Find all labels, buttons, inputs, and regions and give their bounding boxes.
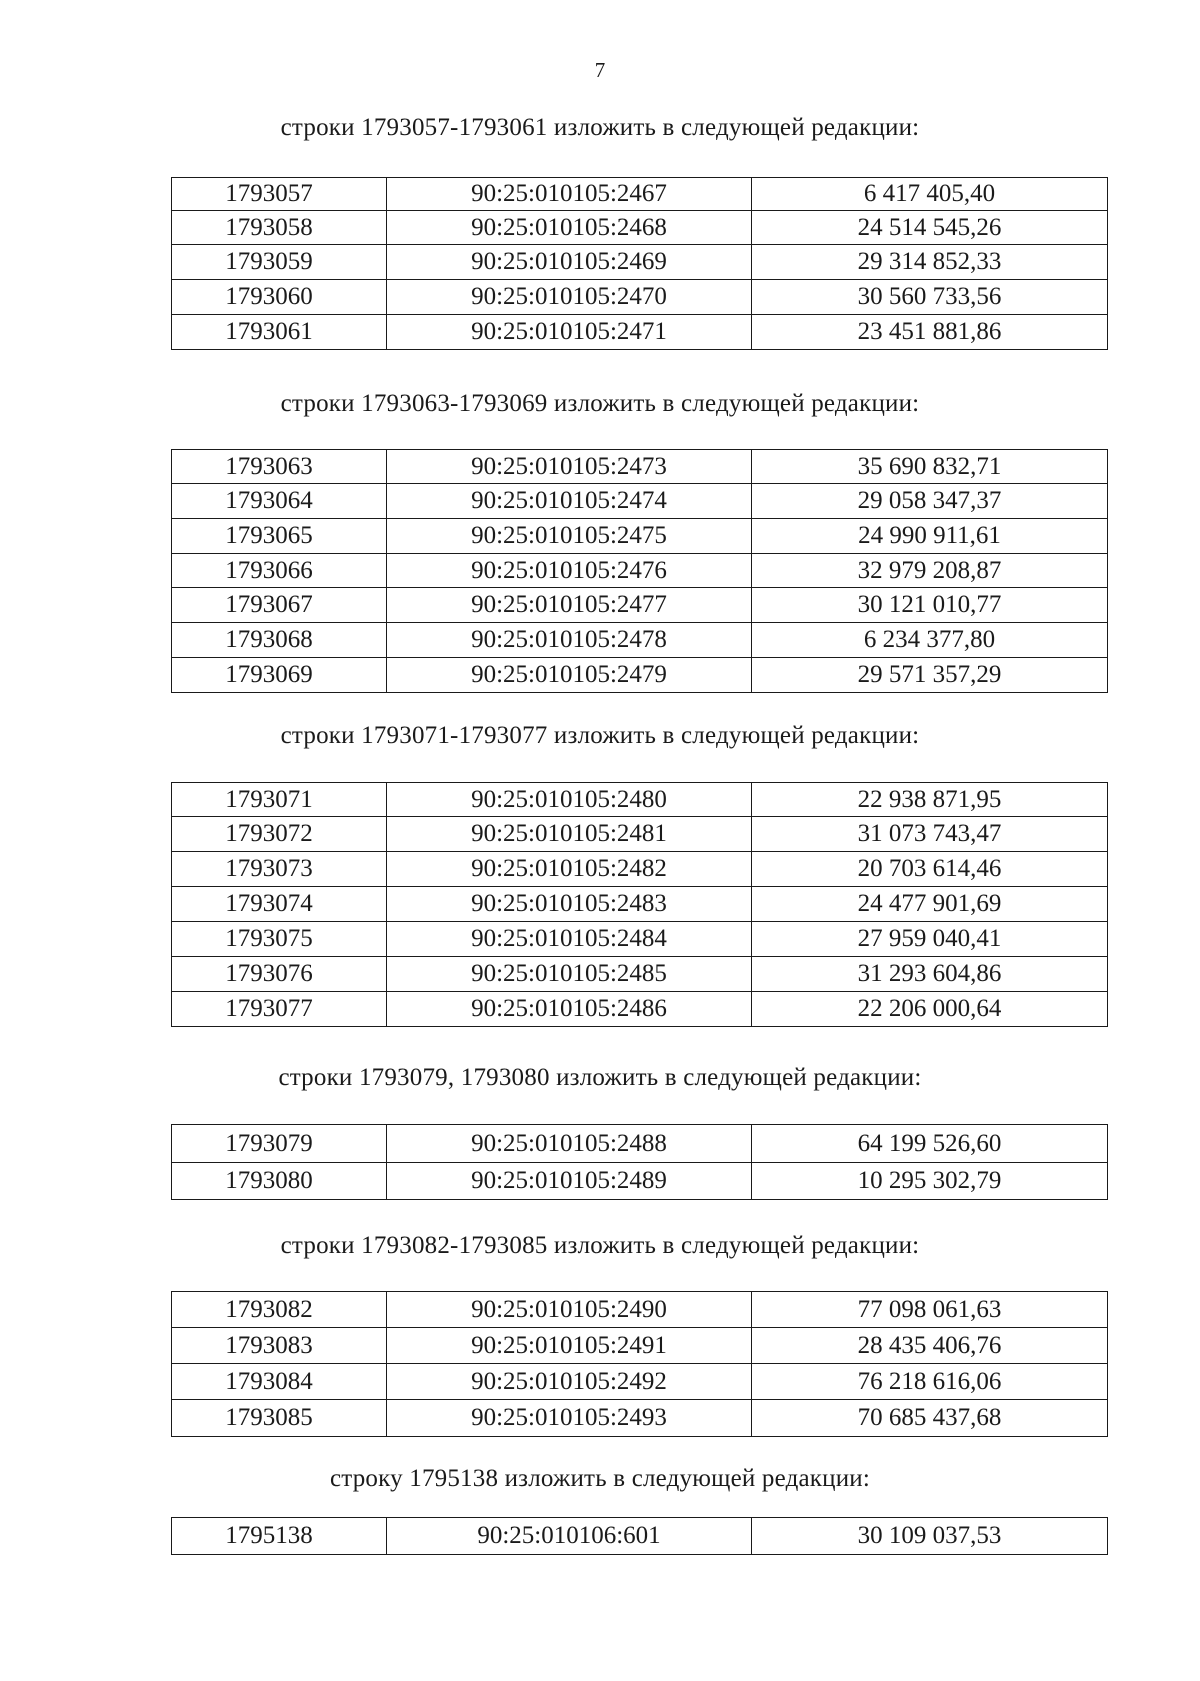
table-row <box>172 178 1108 211</box>
row-number-cell: 1793076 <box>172 957 387 992</box>
row-number-cell: 1793072 <box>172 817 387 852</box>
cadastral-number-cell: 90:25:010105:2483 <box>387 887 752 922</box>
table-row <box>172 1518 1108 1555</box>
section-table <box>171 1291 1108 1437</box>
cadastral-number-cell: 90:25:010105:2490 <box>387 1292 752 1328</box>
row-number-cell: 1793069 <box>172 658 387 693</box>
value-cell: 31 293 604,86 <box>752 957 1108 992</box>
section-heading: строки 1793063-1793069 изложить в следующей редакции: <box>280 390 920 417</box>
value-cell: 20 703 614,46 <box>752 852 1108 887</box>
row-number-cell: 1793085 <box>172 1400 387 1437</box>
table-row <box>172 1364 1108 1400</box>
cadastral-number-cell: 90:25:010105:2470 <box>387 280 752 315</box>
section-heading: строки 1793082-1793085 изложить в следующей редакции: <box>280 1232 920 1259</box>
cadastral-number-cell: 90:25:010105:2471 <box>387 315 752 350</box>
cadastral-number-cell: 90:25:010105:2476 <box>387 554 752 588</box>
table-row <box>172 783 1108 817</box>
row-number-cell: 1793065 <box>172 519 387 554</box>
cadastral-number-cell: 90:25:010105:2481 <box>387 817 752 852</box>
table-row <box>172 1292 1108 1328</box>
table-row <box>172 450 1108 484</box>
table-row <box>172 922 1108 957</box>
cadastral-number-cell: 90:25:010105:2473 <box>387 450 752 484</box>
cadastral-number-cell: 90:25:010105:2477 <box>387 588 752 623</box>
value-cell: 30 121 010,77 <box>752 588 1108 623</box>
cadastral-number-cell: 90:25:010105:2482 <box>387 852 752 887</box>
table-row <box>172 658 1108 693</box>
row-number-cell: 1793067 <box>172 588 387 623</box>
page-number: 7 <box>594 58 606 82</box>
value-cell: 27 959 040,41 <box>752 922 1108 957</box>
table-row <box>172 519 1108 554</box>
cadastral-number-cell: 90:25:010105:2491 <box>387 1328 752 1364</box>
table-row <box>172 315 1108 350</box>
value-cell: 31 073 743,47 <box>752 817 1108 852</box>
value-cell: 70 685 437,68 <box>752 1400 1108 1437</box>
section-table <box>171 449 1108 693</box>
section-heading: строки 1793079, 1793080 изложить в следующей редакции: <box>278 1064 922 1091</box>
cadastral-number-cell: 90:25:010105:2489 <box>387 1163 752 1200</box>
section-heading: строки 1793057-1793061 изложить в следующей редакции: <box>280 114 920 141</box>
row-number-cell: 1793084 <box>172 1364 387 1400</box>
table-row <box>172 1125 1108 1163</box>
cadastral-number-cell: 90:25:010105:2485 <box>387 957 752 992</box>
cadastral-number-cell: 90:25:010105:2479 <box>387 658 752 693</box>
row-number-cell: 1793074 <box>172 887 387 922</box>
table-row <box>172 1328 1108 1364</box>
value-cell: 24 477 901,69 <box>752 887 1108 922</box>
value-cell: 28 435 406,76 <box>752 1328 1108 1364</box>
row-number-cell: 1793080 <box>172 1163 387 1200</box>
table-row <box>172 1163 1108 1200</box>
value-cell: 6 234 377,80 <box>752 623 1108 658</box>
row-number-cell: 1793079 <box>172 1125 387 1163</box>
cadastral-number-cell: 90:25:010105:2474 <box>387 484 752 519</box>
value-cell: 23 451 881,86 <box>752 315 1108 350</box>
cadastral-number-cell: 90:25:010105:2486 <box>387 992 752 1027</box>
row-number-cell: 1793058 <box>172 211 387 245</box>
row-number-cell: 1793082 <box>172 1292 387 1328</box>
section-table <box>171 782 1108 1027</box>
cadastral-number-cell: 90:25:010105:2493 <box>387 1400 752 1437</box>
section-heading: строку 1795138 изложить в следующей редакции: <box>329 1465 871 1492</box>
table-row <box>172 1400 1108 1437</box>
table-row <box>172 211 1108 245</box>
value-cell: 29 571 357,29 <box>752 658 1108 693</box>
value-cell: 22 206 000,64 <box>752 992 1108 1027</box>
table-row <box>172 887 1108 922</box>
row-number-cell: 1793066 <box>172 554 387 588</box>
table-row <box>172 623 1108 658</box>
row-number-cell: 1793071 <box>172 783 387 817</box>
table-row <box>172 957 1108 992</box>
table-row <box>172 588 1108 623</box>
table-row <box>172 817 1108 852</box>
value-cell: 24 990 911,61 <box>752 519 1108 554</box>
value-cell: 64 199 526,60 <box>752 1125 1108 1163</box>
value-cell: 30 109 037,53 <box>752 1518 1108 1555</box>
cadastral-number-cell: 90:25:010105:2475 <box>387 519 752 554</box>
table-row <box>172 852 1108 887</box>
row-number-cell: 1793068 <box>172 623 387 658</box>
row-number-cell: 1793057 <box>172 178 387 211</box>
section-table <box>171 177 1108 350</box>
value-cell: 10 295 302,79 <box>752 1163 1108 1200</box>
cadastral-number-cell: 90:25:010105:2484 <box>387 922 752 957</box>
value-cell: 76 218 616,06 <box>752 1364 1108 1400</box>
cadastral-number-cell: 90:25:010106:601 <box>387 1518 752 1555</box>
value-cell: 24 514 545,26 <box>752 211 1108 245</box>
row-number-cell: 1793073 <box>172 852 387 887</box>
section-table <box>171 1517 1108 1555</box>
row-number-cell: 1793063 <box>172 450 387 484</box>
section-heading: строки 1793071-1793077 изложить в следующей редакции: <box>280 722 920 749</box>
row-number-cell: 1793061 <box>172 315 387 350</box>
value-cell: 30 560 733,56 <box>752 280 1108 315</box>
table-row <box>172 245 1108 280</box>
value-cell: 29 058 347,37 <box>752 484 1108 519</box>
row-number-cell: 1793083 <box>172 1328 387 1364</box>
cadastral-number-cell: 90:25:010105:2478 <box>387 623 752 658</box>
row-number-cell: 1795138 <box>172 1518 387 1555</box>
value-cell: 29 314 852,33 <box>752 245 1108 280</box>
row-number-cell: 1793060 <box>172 280 387 315</box>
row-number-cell: 1793059 <box>172 245 387 280</box>
value-cell: 6 417 405,40 <box>752 178 1108 211</box>
table-row <box>172 280 1108 315</box>
cadastral-number-cell: 90:25:010105:2467 <box>387 178 752 211</box>
value-cell: 22 938 871,95 <box>752 783 1108 817</box>
row-number-cell: 1793075 <box>172 922 387 957</box>
value-cell: 32 979 208,87 <box>752 554 1108 588</box>
row-number-cell: 1793077 <box>172 992 387 1027</box>
cadastral-number-cell: 90:25:010105:2488 <box>387 1125 752 1163</box>
section-table <box>171 1124 1108 1200</box>
table-row <box>172 554 1108 588</box>
value-cell: 35 690 832,71 <box>752 450 1108 484</box>
table-row <box>172 992 1108 1027</box>
value-cell: 77 098 061,63 <box>752 1292 1108 1328</box>
cadastral-number-cell: 90:25:010105:2492 <box>387 1364 752 1400</box>
row-number-cell: 1793064 <box>172 484 387 519</box>
cadastral-number-cell: 90:25:010105:2480 <box>387 783 752 817</box>
cadastral-number-cell: 90:25:010105:2469 <box>387 245 752 280</box>
table-row <box>172 484 1108 519</box>
cadastral-number-cell: 90:25:010105:2468 <box>387 211 752 245</box>
